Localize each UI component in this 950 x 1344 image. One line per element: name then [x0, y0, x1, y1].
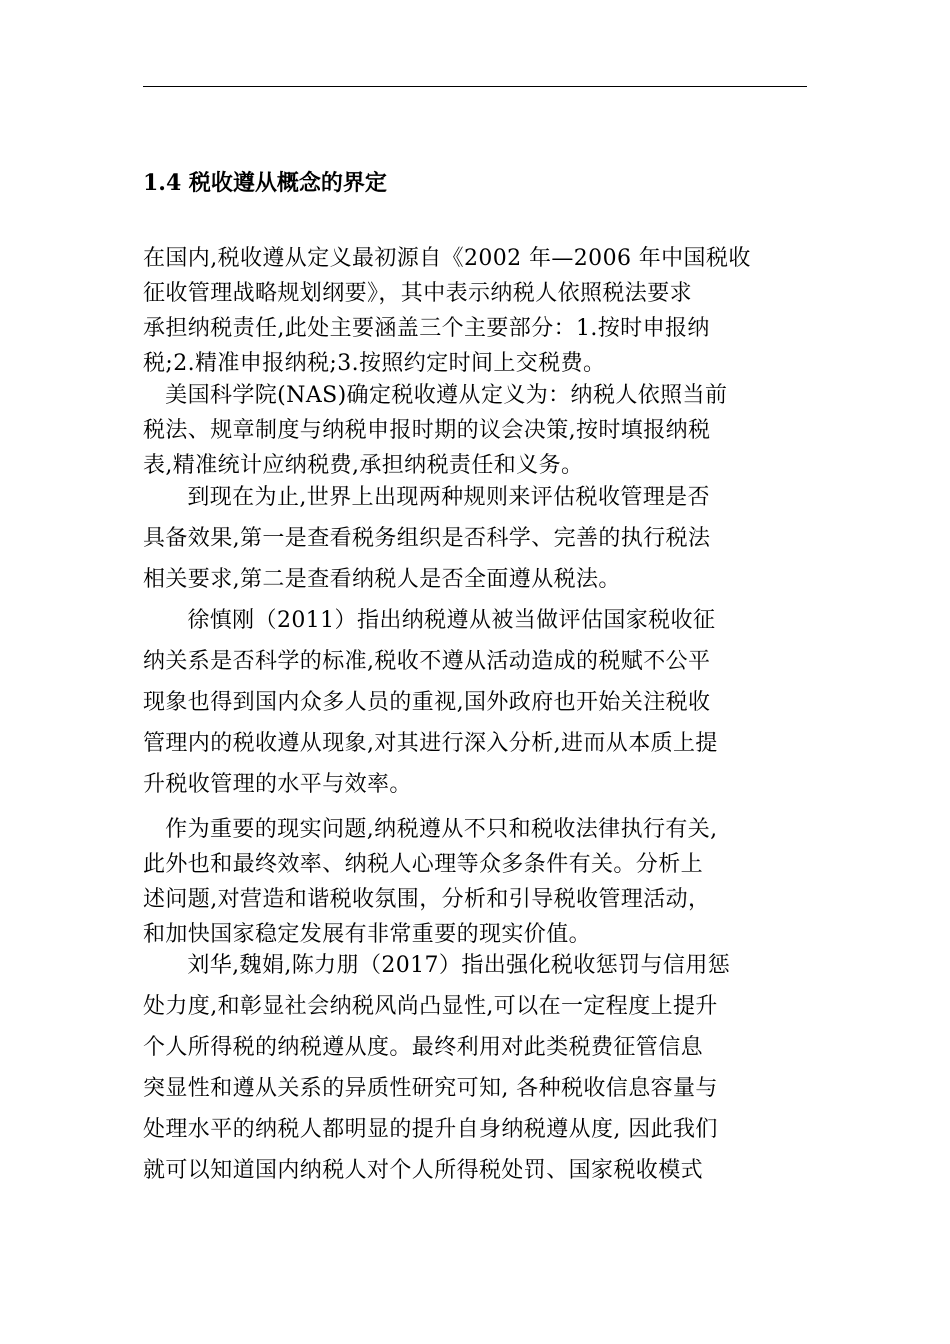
text-line: 纳关系是否科学的标准,税收不遵从活动造成的税赋不公平	[143, 649, 711, 674]
text-line: 管理内的税收遵从现象,对其进行深入分析,进而从本质上提	[143, 731, 718, 756]
text-line: 此外也和最终效率、纳税人心理等众多条件有关。分析上	[143, 852, 704, 877]
paragraph-definition-domestic	[143, 241, 807, 381]
text-line: 个人所得税的纳税遵从度。最终利用对此类税费征管信息	[143, 1035, 704, 1060]
paragraph-xu-2011	[143, 600, 807, 805]
text-line: 现象也得到国内众多人员的重视,国外政府也开始关注税收	[143, 690, 711, 715]
text-line: 和加快国家稳定发展有非常重要的现实价值。	[143, 922, 592, 947]
text-line: 作为重要的现实问题,纳税遵从不只和税收法律执行有关,	[143, 817, 718, 842]
text-line: 升税收管理的水平与效率。	[143, 772, 412, 797]
text-line: 刘华,魏娟,陈力朋（2017）指出强化税收惩罚与信用惩	[143, 953, 731, 978]
header-rule	[143, 86, 807, 87]
text-line: 述问题,对营造和谐税收氛围，分析和引导税收管理活动，	[143, 887, 711, 912]
text-line: 处理水平的纳税人都明显的提升自身纳税遵从度, 因此我们	[143, 1117, 718, 1142]
text-line: 具备效果,第一是查看税务组织是否科学、完善的执行税法	[143, 526, 711, 551]
text-line: 征收管理战略规划纲要》，其中表示纳税人依照税法要求	[143, 281, 693, 306]
text-line: 相关要求,第二是查看纳税人是否全面遵从税法。	[143, 567, 621, 592]
text-line: 就可以知道国内纳税人对个人所得税处罚、国家税收模式	[143, 1158, 704, 1183]
paragraph-evaluation-rules	[143, 477, 807, 600]
paragraph-practical-issue	[143, 812, 807, 952]
text-line: 表,精准统计应纳税费,承担纳税责任和义务。	[143, 453, 584, 478]
paragraph-liu-2017	[143, 945, 807, 1191]
text-line: 承担纳税责任,此处主要涵盖三个主要部分：1.按时申报纳	[143, 316, 710, 341]
text-line: 税;2.精准申报纳税;3.按照约定时间上交税费。	[143, 351, 606, 376]
text-line: 到现在为止,世界上出现两种规则来评估税收管理是否	[143, 485, 710, 510]
text-line: 徐慎刚（2011）指出纳税遵从被当做评估国家税收征	[143, 608, 716, 633]
text-line: 美国科学院(NAS)确定税收遵从定义为：纳税人依照当前	[143, 383, 728, 408]
text-line: 在国内,税收遵从定义最初源自《2002 年—2006 年中国税收	[143, 246, 751, 271]
text-line: 税法、规章制度与纳税申报时期的议会决策,按时填报纳税	[143, 418, 711, 443]
section-heading: 1.4 税收遵从概念的界定	[143, 170, 387, 196]
paragraph-definition-nas	[143, 378, 807, 483]
text-line: 突显性和遵从关系的异质性研究可知, 各种税收信息容量与	[143, 1076, 718, 1101]
text-line: 处力度,和彰显社会纳税风尚凸显性,可以在一定程度上提升	[143, 994, 718, 1019]
